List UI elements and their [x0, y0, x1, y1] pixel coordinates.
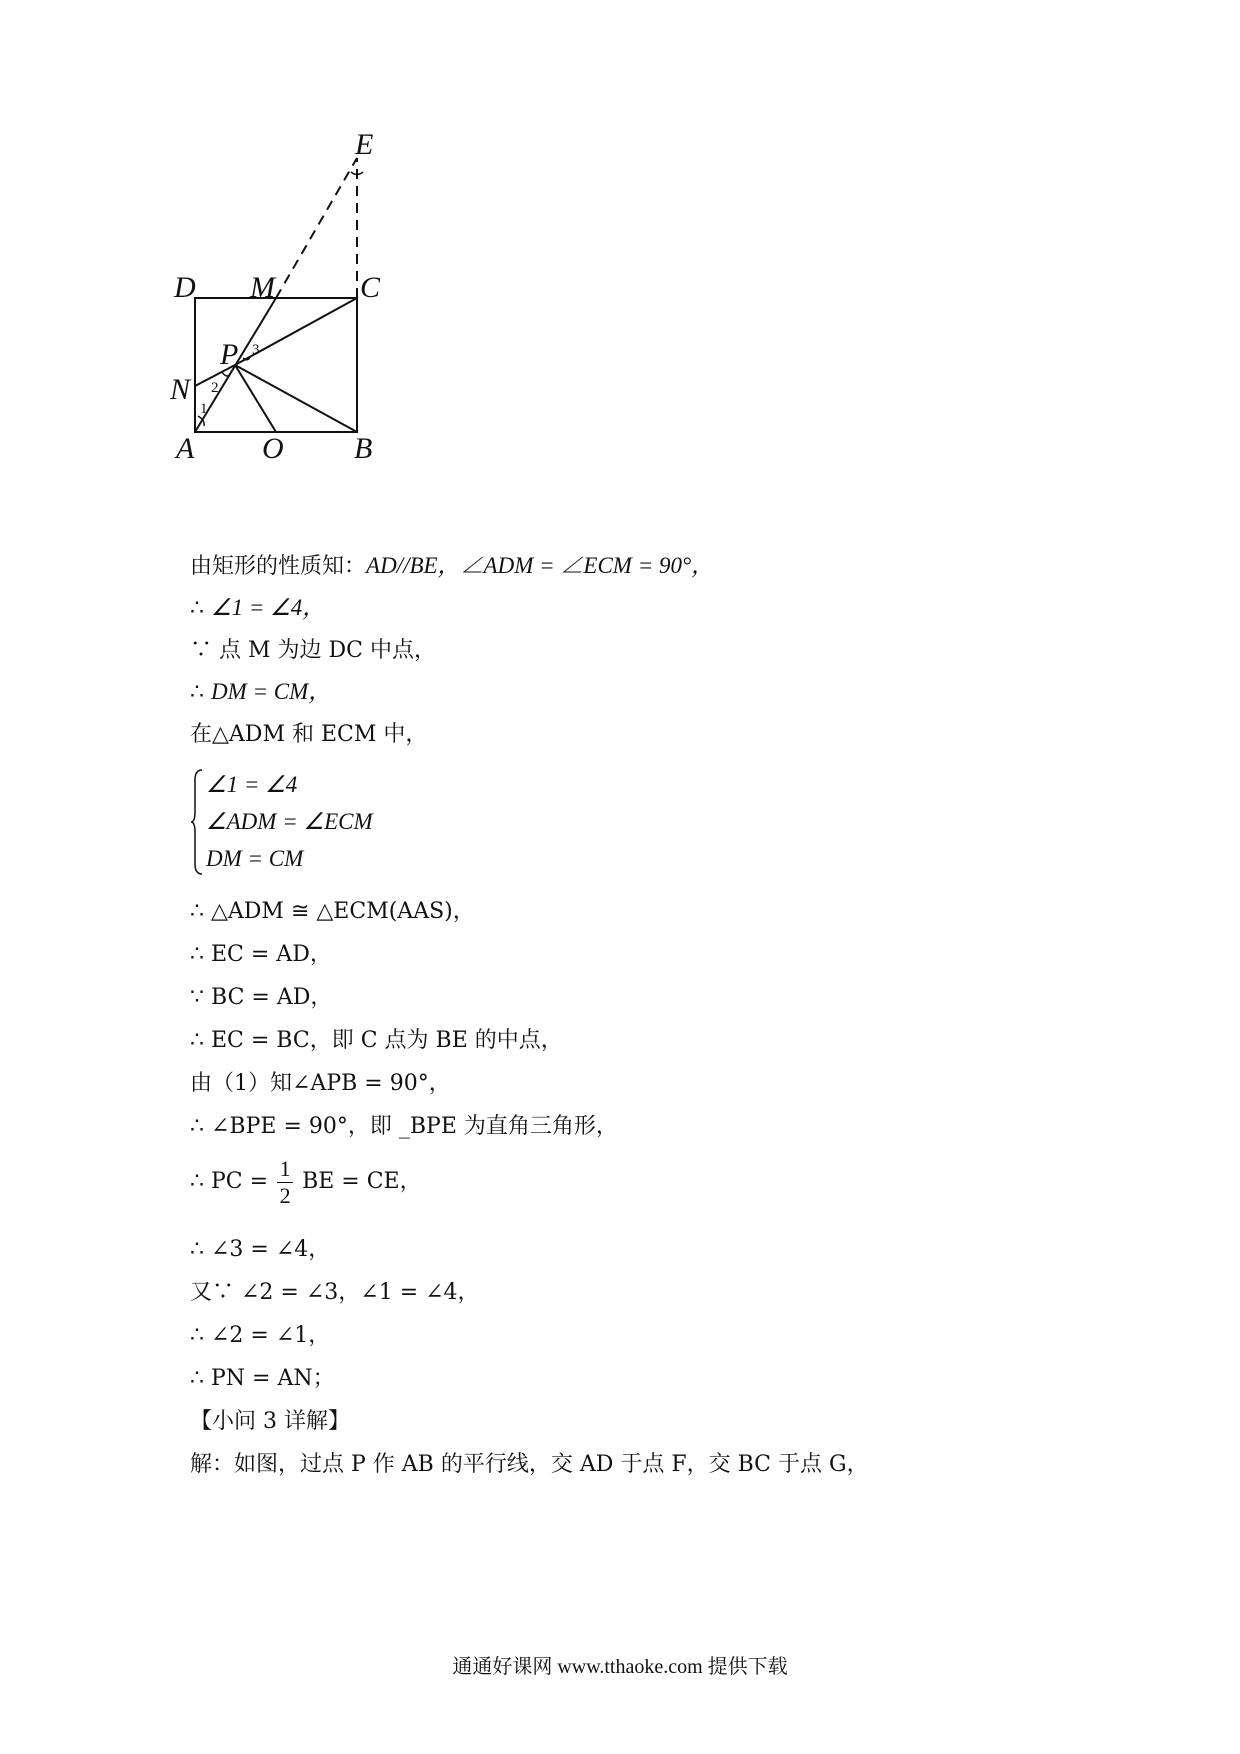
text-line — [190, 594, 325, 623]
text-line — [190, 636, 436, 665]
text-line: ∴ PN = AN； — [190, 1366, 335, 1391]
section-heading: 【小问 3 详解】 — [190, 1409, 350, 1434]
angle-label-1: 1 — [200, 401, 208, 417]
text-line: ∵ BC = AD， — [190, 985, 333, 1010]
text-line: 由（1）知∠APB = 90°， — [190, 1071, 451, 1096]
system-row: ∠ADM = ∠ECM — [206, 809, 373, 834]
line-math: ∠1 = ∠4， — [211, 595, 326, 620]
label-m: M — [250, 271, 275, 304]
line-prefix: ∴ — [190, 596, 211, 621]
label-p: P — [220, 338, 239, 371]
geometry-figure — [170, 120, 430, 480]
text-line: ∴ △ADM ≅ △ECM(AAS)， — [190, 899, 475, 924]
line-prefix: ∵ 点 M 为边 DC 中点， — [190, 638, 436, 663]
fraction-denominator: 2 — [279, 1182, 291, 1208]
label-a: A — [176, 432, 195, 465]
label-b: B — [354, 432, 373, 465]
text-line: ∴ EC = BC，即 C 点为 BE 的中点， — [190, 1028, 563, 1053]
label-n: N — [170, 373, 191, 406]
angle-mark-2 — [222, 372, 230, 376]
line-prefix: 由矩形的性质知： — [190, 554, 367, 579]
rectangle-diagram — [170, 120, 430, 480]
angle-label-3: 3 — [252, 342, 260, 358]
fraction-prefix: ∴ PC = — [190, 1169, 269, 1194]
label-o: O — [262, 432, 284, 465]
label-c: C — [360, 271, 381, 304]
dashed-line-me — [276, 158, 357, 298]
line-po — [235, 365, 276, 432]
line-prefix: ∴ — [190, 680, 211, 705]
line-pb — [235, 365, 357, 432]
left-brace — [190, 768, 204, 876]
text-line — [190, 552, 714, 581]
equation-system — [190, 768, 450, 876]
text-line: ∴ ∠BPE = 90°，即 _BPE 为直角三角形， — [190, 1114, 618, 1139]
system-row: DM = CM — [206, 846, 304, 871]
label-e: E — [355, 128, 374, 161]
text-line: ∴ ∠2 = ∠1， — [190, 1323, 331, 1348]
text-line: 解：如图，过点 P 作 AB 的平行线，交 AD 于点 F，交 BC 于点 G， — [190, 1452, 869, 1477]
line-math: DM = CM， — [211, 679, 332, 704]
text-line: 又∵ ∠2 = ∠3，∠1 = ∠4， — [190, 1280, 480, 1305]
footer-source: 通通好课网 www.tthaoke.com 提供下载 — [452, 1656, 788, 1678]
fraction-suffix: BE = CE， — [302, 1169, 422, 1194]
fraction-numerator: 1 — [279, 1155, 291, 1181]
system-row: ∠1 = ∠4 — [206, 772, 298, 797]
line-prefix: 在△ADM 和 ECM 中， — [190, 722, 428, 747]
label-d: D — [174, 271, 196, 304]
text-line: ∴ EC = AD， — [190, 942, 332, 967]
angle-label-2: 2 — [211, 380, 219, 396]
fraction-one-half — [277, 1157, 293, 1208]
text-line — [190, 678, 331, 707]
text-line — [190, 720, 427, 749]
text-line: ∴ ∠3 = ∠4， — [190, 1237, 331, 1262]
line-math: AD//BE，∠ADM = ∠ECM = 90°， — [366, 553, 715, 578]
fraction-line — [190, 1152, 422, 1212]
